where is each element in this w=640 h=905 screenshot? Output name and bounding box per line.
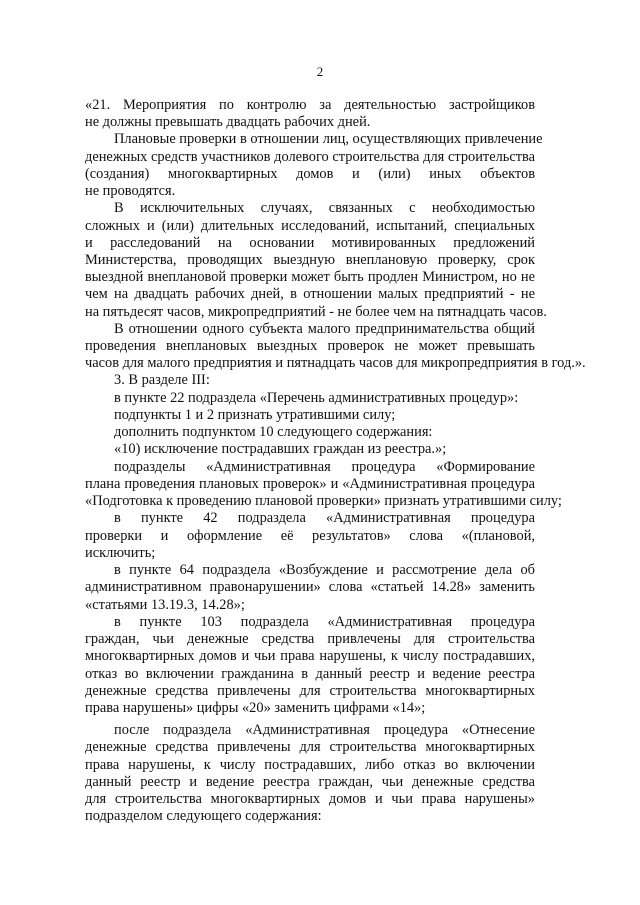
text-line: выездной внеплановой проверки может быть продлен Министром, но не	[85, 269, 535, 285]
text-line: подразделом следующего содержания:	[85, 808, 322, 824]
text-line: часов для малого предприятия и пятнадцать часов для микропредприятия в год.».	[85, 355, 586, 371]
text-line: плана проведения плановых проверок» и «Административная процедура	[85, 476, 535, 492]
text-line: в пункте 42 подраздела «Административная процедура	[114, 510, 535, 526]
text-line: в пункте 103 подраздела «Административная процедура	[114, 614, 535, 630]
text-line: для строительства многоквартирных домов и чьи права нарушены»	[85, 791, 535, 807]
text-line: исключить;	[85, 545, 156, 561]
text-line: «статьями 13.19.3, 14.28»;	[85, 597, 245, 613]
text-line: подразделы «Административная процедура «Формирование	[114, 459, 535, 475]
text-line: чем на двадцать рабочих дней, в отношении малых предприятий - не	[85, 286, 535, 302]
text-line: отказ во включении гражданина в данный реестр и ведение реестра	[85, 666, 535, 682]
text-line: в пункте 64 подраздела «Возбуждение и рассмотрение дела об	[114, 562, 535, 578]
text-line: «21. Мероприятия по контролю за деятельностью застройщиков	[85, 97, 535, 113]
text-line: проведения внеплановых выездных проверок не может превышать	[85, 338, 535, 354]
text-line: после подраздела «Административная процедура «Отнесение	[114, 722, 535, 738]
text-line: сложных и (или) длительных исследований, испытаний, специальных	[85, 218, 535, 234]
text-line: В отношении одного субъекта малого предпринимательства общий	[114, 321, 535, 337]
text-line: денежные средства привлечены для строительства многоквартирных	[85, 683, 535, 699]
text-line: не должны превышать двадцать рабочих дней.	[85, 114, 371, 130]
text-line: Министерства, проводящих выездную внеплановую проверку, срок	[85, 252, 535, 268]
text-line: Плановые проверки в отношении лиц, осуществляющих привлечение	[114, 131, 543, 147]
text-line: проверки и оформление её результатов» слова «(плановой,	[85, 528, 535, 544]
text-line: на пятьдесят часов, микропредприятий - не более чем на пятнадцать часов.	[85, 304, 547, 320]
text-line: дополнить подпунктом 10 следующего содержания:	[114, 424, 433, 440]
text-line: подпункты 1 и 2 признать утратившими силу;	[114, 407, 396, 423]
text-line: граждан, чьи денежные средства привлечены для строительства	[85, 631, 535, 647]
text-line: денежные средства привлечены для строительства многоквартирных	[85, 739, 535, 755]
text-line: административном правонарушении» слова «статьей 14.28» заменить	[85, 579, 535, 595]
page-number: 2	[316, 64, 324, 79]
text-line: «10) исключение пострадавших граждан из реестра.»;	[114, 441, 447, 457]
text-line: 3. В разделе III:	[114, 372, 210, 388]
text-line: права нарушены, к числу пострадавших, либо отказ во включении	[85, 757, 535, 773]
text-line: и расследований на основании мотивированных предложений	[85, 235, 535, 251]
text-line: права нарушены» цифры «20» заменить цифрами «14»;	[85, 700, 426, 716]
text-line: многоквартирных домов и чьи права нарушены, к числу пострадавших,	[85, 648, 535, 664]
text-line: «Подготовка к проведению плановой проверки» признать утратившими силу;	[85, 493, 562, 509]
text-line: не проводятся.	[85, 183, 176, 199]
text-line: (создания) многоквартирных домов и (или) иных объектов	[85, 166, 535, 182]
text-line: в пункте 22 подраздела «Перечень административных процедур»:	[114, 390, 519, 406]
text-line: В исключительных случаях, связанных с необходимостью	[114, 200, 535, 216]
text-line: данный реестр и ведение реестра граждан, чьи денежные средства	[85, 774, 535, 790]
text-line: денежных средств участников долевого строительства для строительства	[85, 149, 535, 165]
